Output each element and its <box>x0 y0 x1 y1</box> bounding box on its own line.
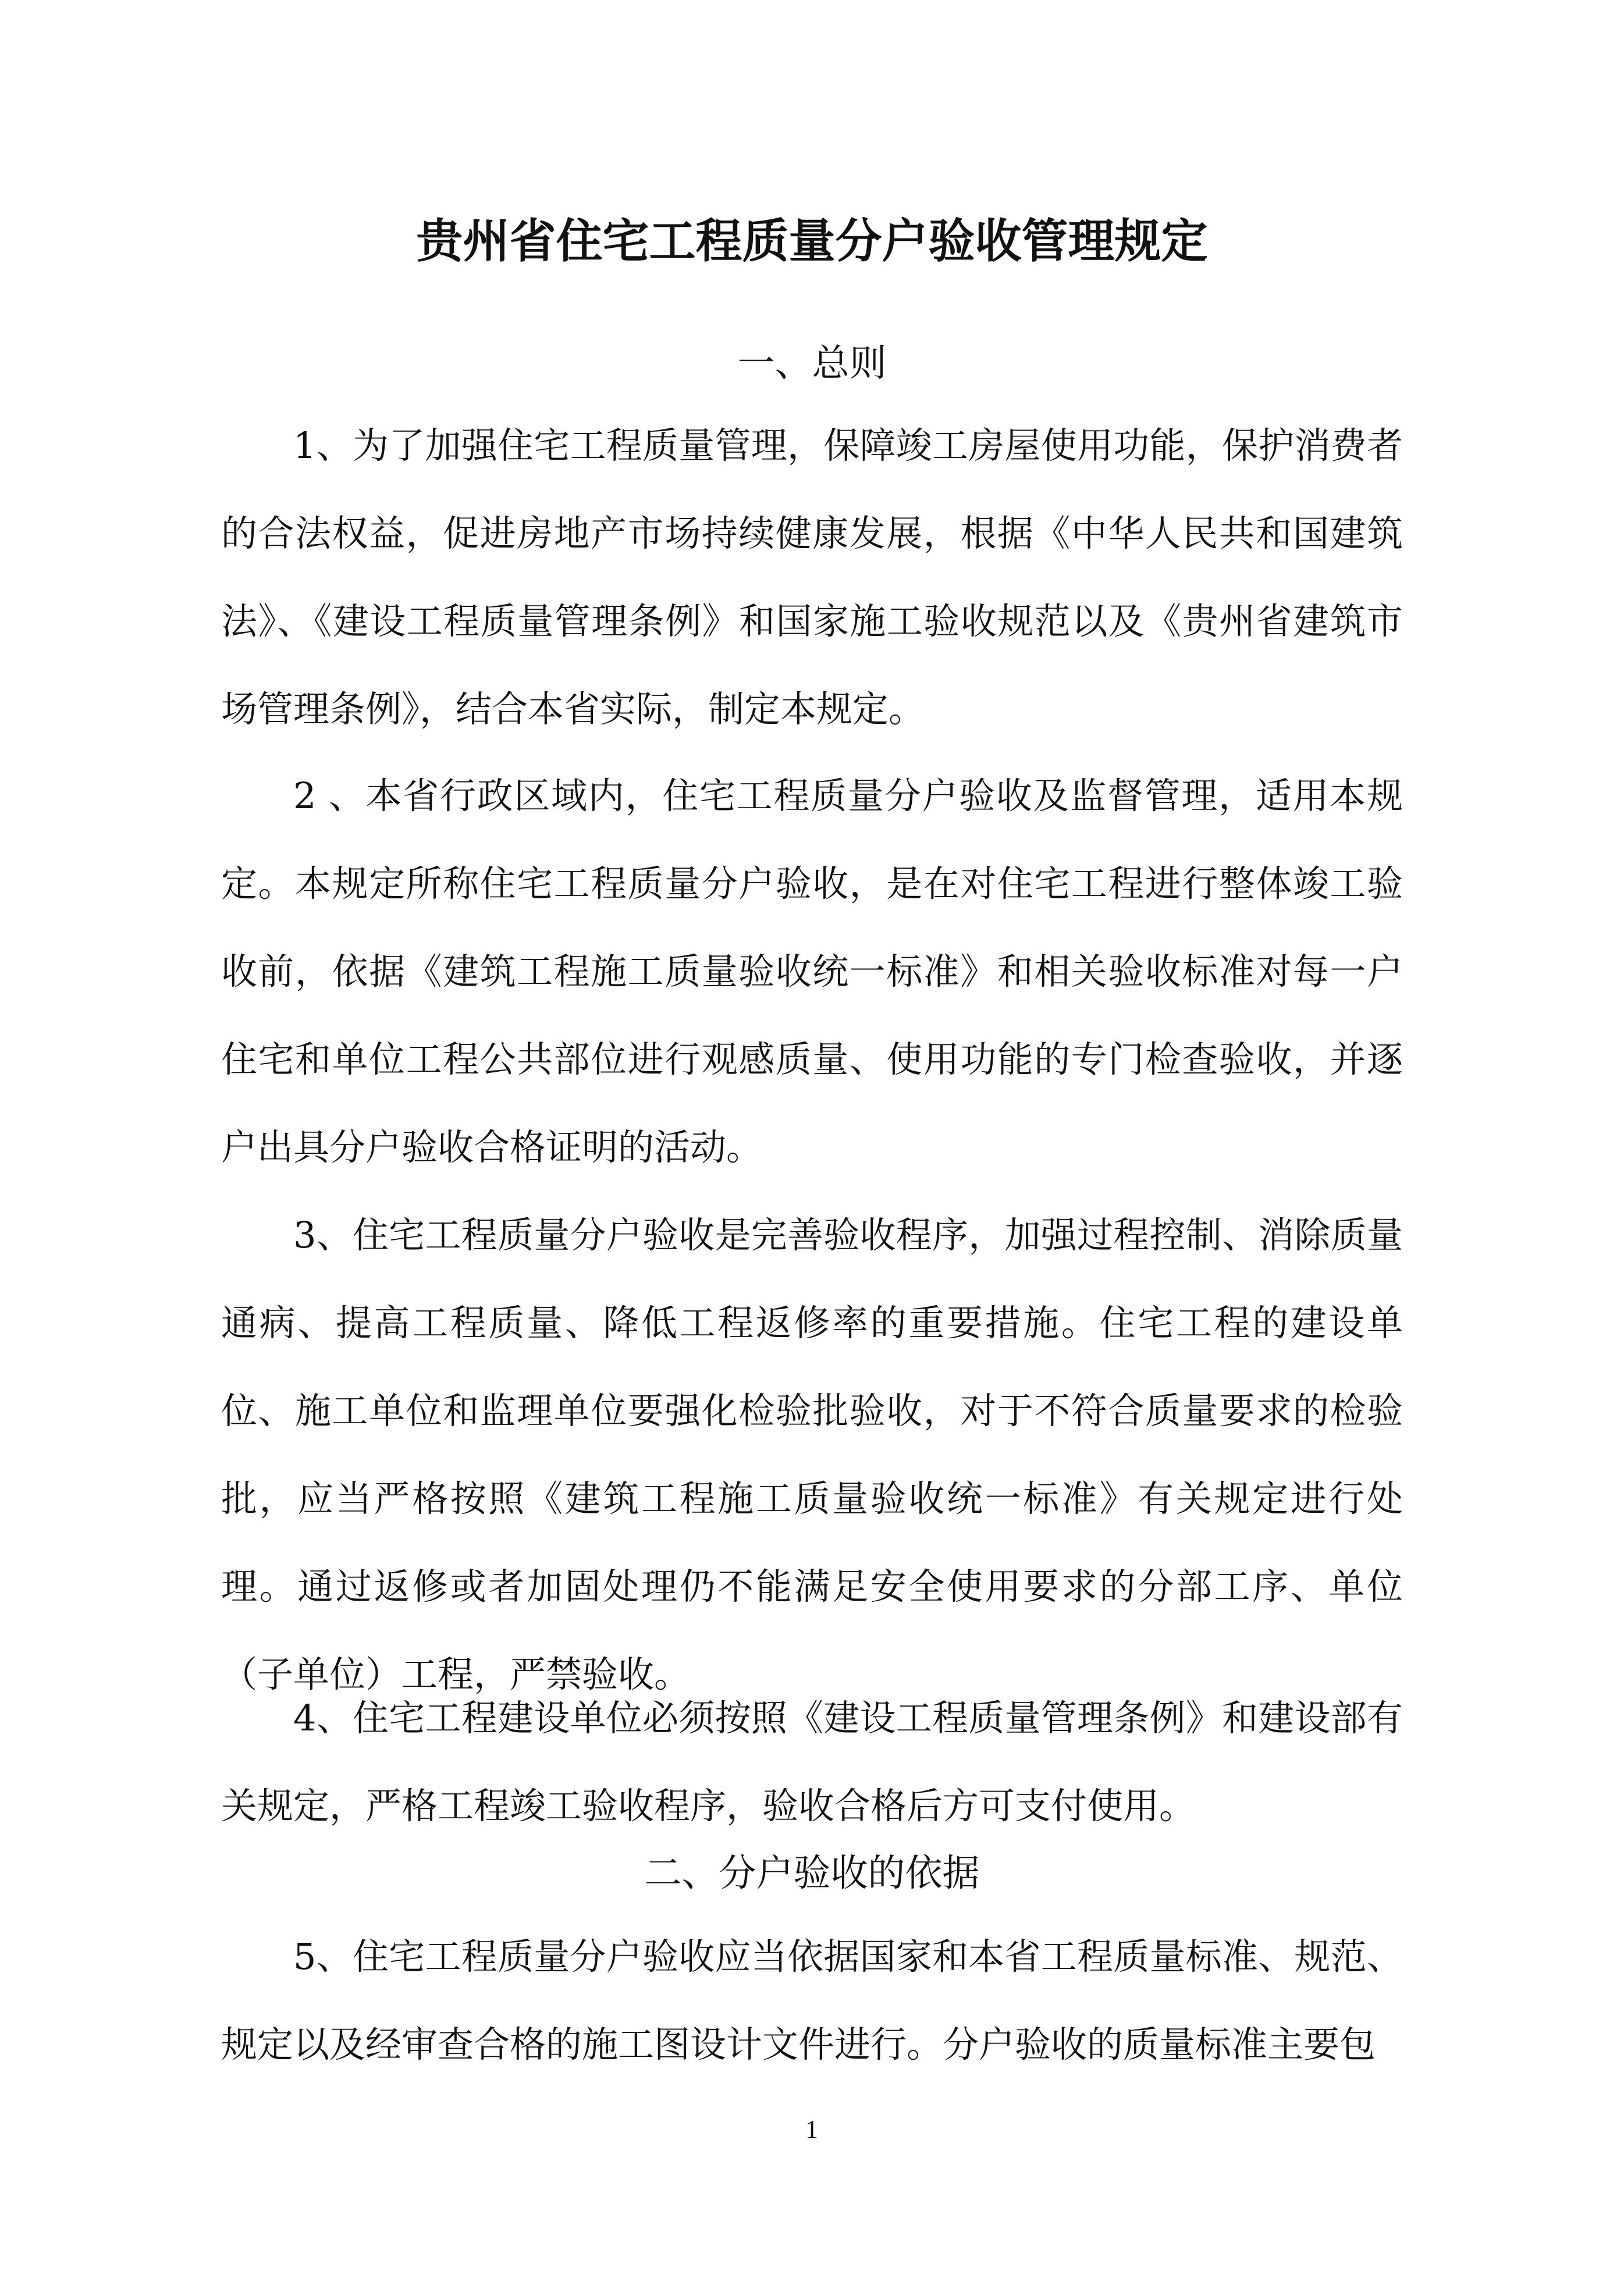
paragraph-5: 5、住宅工程质量分户验收应当依据国家和本省工程质量标准、规范、规定以及经审查合格的施工图设计文件进行。分户验收的质量标准主要包 <box>221 1935 1403 2066</box>
section-heading-basis: 二、分户验收的依据 <box>644 1852 980 1895</box>
paragraph-3: 3、住宅工程质量分户验收是完善验收程序，加强过程控制、消除质量通病、提高工程质量、降低工程返修率的重要措施。住宅工程的建设单位、施工单位和监理单位要强化检验批验收，对于不符合质量要求的检验批，应当严格按照《建筑工程施工质量验收统一标准》有关规定进行处理。通过返修或者加固处理仍不能满足安全使用要求的分部工序、单位（子单位）工程，严禁验收。 <box>221 1214 1403 1696</box>
paragraph-4: 4、住宅工程建设单位必须按照《建设工程质量管理条例》和建设部有关规定，严格工程竣工验收程序，验收合格后方可支付使用。 <box>221 1697 1403 1827</box>
page-number: 1 <box>805 2115 818 2144</box>
section-heading-general: 一、总则 <box>737 342 887 385</box>
paragraph-2: 2 、本省行政区域内，住宅工程质量分户验收及监督管理，适用本规定。本规定所称住宅工程质量分户验收，是在对住宅工程进行整体竣工验收前，依据《建筑工程施工质量验收统一标准》和相关验收标准对每一户住宅和单位工程公共部位进行观感质量、使用功能的专门检查验收，并逐户出具分户验收合格证明的活动。 <box>221 774 1403 1168</box>
paragraph-1: 1、为了加强住宅工程质量管理，保障竣工房屋使用功能，保护消费者的合法权益，促进房地产市场持续健康发展，根据《中华人民共和国建筑法》、《建设工程质量管理条例》和国家施工验收规范以及《贵州省建筑市场管理条例》，结合本省实际，制定本规定。 <box>221 424 1403 730</box>
document-title: 贵州省住宅工程质量分户验收管理规定 <box>416 214 1208 268</box>
